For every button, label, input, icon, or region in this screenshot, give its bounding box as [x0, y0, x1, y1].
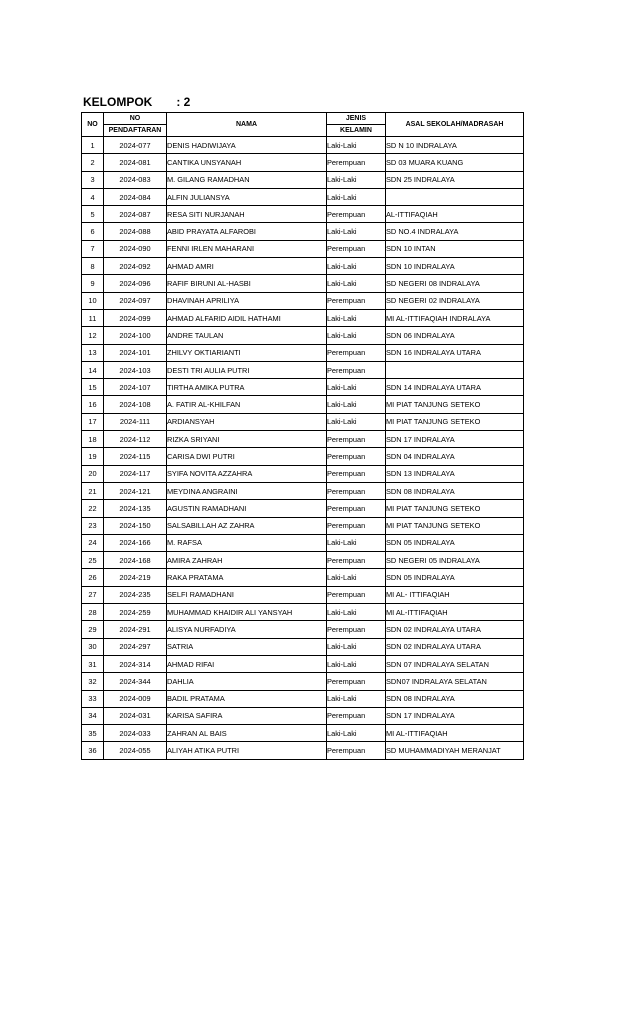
cell-registration-number: 2024-103	[104, 361, 167, 378]
cell-school: MI AL-ITTIFAQIAH	[386, 604, 524, 621]
cell-gender: Laki-Laki	[327, 413, 386, 430]
cell-no: 6	[82, 223, 104, 240]
cell-registration-number: 2024-081	[104, 154, 167, 171]
cell-gender: Perempuan	[327, 154, 386, 171]
cell-no: 35	[82, 725, 104, 742]
cell-no: 26	[82, 569, 104, 586]
cell-registration-number: 2024-096	[104, 275, 167, 292]
cell-name: ALIYAH ATIKA PUTRI	[167, 742, 327, 759]
cell-name: DAHLIA	[167, 673, 327, 690]
cell-gender: Laki-Laki	[327, 309, 386, 326]
cell-gender: Laki-Laki	[327, 569, 386, 586]
cell-registration-number: 2024-083	[104, 171, 167, 188]
cell-no: 23	[82, 517, 104, 534]
cell-no: 12	[82, 327, 104, 344]
cell-no: 28	[82, 604, 104, 621]
cell-school: SDN 10 INDRALAYA	[386, 258, 524, 275]
table-row	[82, 396, 524, 413]
cell-gender: Perempuan	[327, 482, 386, 499]
cell-gender: Laki-Laki	[327, 275, 386, 292]
cell-no: 7	[82, 240, 104, 257]
cell-registration-number: 2024-297	[104, 638, 167, 655]
cell-name: A. FATIR AL-KHILFAN	[167, 396, 327, 413]
cell-name: RESA SITI NURJANAH	[167, 206, 327, 223]
cell-name: MUHAMMAD KHAIDIR ALI YANSYAH	[167, 604, 327, 621]
table-row	[82, 361, 524, 378]
cell-school: SDN 16 INDRALAYA UTARA	[386, 344, 524, 361]
cell-gender: Perempuan	[327, 586, 386, 603]
cell-name: SATRIA	[167, 638, 327, 655]
group-heading	[83, 95, 190, 109]
cell-gender: Perempuan	[327, 500, 386, 517]
cell-school: SDN 10 INTAN	[386, 240, 524, 257]
table-row	[82, 171, 524, 188]
header-gender-bottom: KELAMIN	[327, 125, 386, 137]
table-row	[82, 379, 524, 396]
cell-name: MEYDINA ANGRAINI	[167, 482, 327, 499]
cell-no: 11	[82, 309, 104, 326]
cell-school: MI PIAT TANJUNG SETEKO	[386, 396, 524, 413]
group-label: KELOMPOK	[83, 95, 153, 109]
table-row	[82, 327, 524, 344]
cell-name: KARISA SAFIRA	[167, 707, 327, 724]
table-row	[82, 223, 524, 240]
cell-registration-number: 2024-009	[104, 690, 167, 707]
cell-no: 29	[82, 621, 104, 638]
cell-gender: Perempuan	[327, 344, 386, 361]
cell-no: 9	[82, 275, 104, 292]
cell-gender: Perempuan	[327, 361, 386, 378]
cell-name: DESTI TRI AULIA PUTRI	[167, 361, 327, 378]
cell-school: SDN 25 INDRALAYA	[386, 171, 524, 188]
table-row	[82, 137, 524, 154]
header-reg-bottom: PENDAFTARAN	[104, 125, 167, 137]
cell-no: 14	[82, 361, 104, 378]
cell-school: SD NO.4 INDRALAYA	[386, 223, 524, 240]
cell-registration-number: 2024-150	[104, 517, 167, 534]
cell-name: SELFI RAMADHANI	[167, 586, 327, 603]
table-row	[82, 188, 524, 205]
cell-registration-number: 2024-099	[104, 309, 167, 326]
cell-school: SDN 07 INDRALAYA SELATAN	[386, 655, 524, 672]
cell-school: SDN 05 INDRALAYA	[386, 534, 524, 551]
cell-gender: Laki-Laki	[327, 655, 386, 672]
table-row	[82, 482, 524, 499]
cell-registration-number: 2024-111	[104, 413, 167, 430]
cell-registration-number: 2024-219	[104, 569, 167, 586]
cell-school: SD NEGERI 05 INDRALAYA	[386, 552, 524, 569]
table-row	[82, 655, 524, 672]
cell-gender: Perempuan	[327, 673, 386, 690]
cell-gender: Laki-Laki	[327, 223, 386, 240]
cell-no: 22	[82, 500, 104, 517]
cell-school: MI PIAT TANJUNG SETEKO	[386, 500, 524, 517]
cell-no: 3	[82, 171, 104, 188]
cell-gender: Perempuan	[327, 240, 386, 257]
header-school: ASAL SEKOLAH/MADRASAH	[386, 113, 524, 137]
cell-school: AL-ITTIFAQIAH	[386, 206, 524, 223]
cell-gender: Laki-Laki	[327, 638, 386, 655]
cell-gender: Perempuan	[327, 621, 386, 638]
cell-name: RAKA PRATAMA	[167, 569, 327, 586]
cell-no: 20	[82, 465, 104, 482]
cell-registration-number: 2024-088	[104, 223, 167, 240]
cell-school: SDN 13 INDRALAYA	[386, 465, 524, 482]
cell-no: 8	[82, 258, 104, 275]
cell-gender: Perempuan	[327, 465, 386, 482]
cell-registration-number: 2024-084	[104, 188, 167, 205]
cell-registration-number: 2024-087	[104, 206, 167, 223]
cell-name: BADIL PRATAMA	[167, 690, 327, 707]
cell-registration-number: 2024-117	[104, 465, 167, 482]
cell-school	[386, 361, 524, 378]
cell-gender: Laki-Laki	[327, 258, 386, 275]
cell-name: ALISYA NURFADIYA	[167, 621, 327, 638]
cell-name: RAFIF BIRUNI AL-HASBI	[167, 275, 327, 292]
cell-no: 30	[82, 638, 104, 655]
cell-registration-number: 2024-235	[104, 586, 167, 603]
cell-school: SD N 10 INDRALAYA	[386, 137, 524, 154]
cell-gender: Laki-Laki	[327, 534, 386, 551]
cell-no: 10	[82, 292, 104, 309]
cell-no: 17	[82, 413, 104, 430]
cell-gender: Laki-Laki	[327, 725, 386, 742]
header-reg-top: NO	[104, 113, 167, 125]
cell-registration-number: 2024-121	[104, 482, 167, 499]
cell-name: ALFIN JULIANSYA	[167, 188, 327, 205]
cell-school: SDN 02 INDRALAYA UTARA	[386, 621, 524, 638]
table-row	[82, 413, 524, 430]
cell-gender: Perempuan	[327, 742, 386, 759]
cell-school: SDN 06 INDRALAYA	[386, 327, 524, 344]
cell-registration-number: 2024-033	[104, 725, 167, 742]
cell-no: 31	[82, 655, 104, 672]
table-row	[82, 638, 524, 655]
table-row	[82, 673, 524, 690]
table-row	[82, 240, 524, 257]
table-row	[82, 448, 524, 465]
cell-gender: Laki-Laki	[327, 396, 386, 413]
header-no: NO	[82, 113, 104, 137]
table-row	[82, 517, 524, 534]
table-row	[82, 725, 524, 742]
cell-gender: Perempuan	[327, 431, 386, 448]
cell-no: 34	[82, 707, 104, 724]
cell-name: AMIRA ZAHRAH	[167, 552, 327, 569]
cell-registration-number: 2024-108	[104, 396, 167, 413]
cell-no: 32	[82, 673, 104, 690]
cell-name: DENIS HADIWIJAYA	[167, 137, 327, 154]
cell-school: MI AL-ITTIFAQIAH INDRALAYA	[386, 309, 524, 326]
table-body	[82, 137, 524, 760]
table-row	[82, 465, 524, 482]
student-roster-table	[81, 112, 524, 760]
cell-no: 21	[82, 482, 104, 499]
cell-name: M. GILANG RAMADHAN	[167, 171, 327, 188]
cell-name: AHMAD ALFARID AIDIL HATHAMI	[167, 309, 327, 326]
cell-no: 27	[82, 586, 104, 603]
cell-name: RIZKA SRIYANI	[167, 431, 327, 448]
table-row	[82, 534, 524, 551]
cell-gender: Laki-Laki	[327, 137, 386, 154]
header-gender-top: JENIS	[327, 113, 386, 125]
cell-school: SDN 08 INDRALAYA	[386, 690, 524, 707]
cell-gender: Perempuan	[327, 517, 386, 534]
cell-no: 24	[82, 534, 104, 551]
cell-no: 2	[82, 154, 104, 171]
table-row	[82, 500, 524, 517]
cell-no: 15	[82, 379, 104, 396]
cell-name: DHAVINAH APRILIYA	[167, 292, 327, 309]
cell-registration-number: 2024-107	[104, 379, 167, 396]
table-row	[82, 206, 524, 223]
table-row	[82, 690, 524, 707]
cell-no: 25	[82, 552, 104, 569]
cell-school: SDN 17 INDRALAYA	[386, 707, 524, 724]
table-row	[82, 569, 524, 586]
table-row	[82, 742, 524, 759]
table-row	[82, 275, 524, 292]
cell-registration-number: 2024-090	[104, 240, 167, 257]
cell-school: MI PIAT TANJUNG SETEKO	[386, 517, 524, 534]
table-row	[82, 552, 524, 569]
cell-school: SDN 04 INDRALAYA	[386, 448, 524, 465]
cell-school: SDN07 INDRALAYA SELATAN	[386, 673, 524, 690]
cell-name: ZAHRAN AL BAIS	[167, 725, 327, 742]
cell-school: SD NEGERI 02 INDRALAYA	[386, 292, 524, 309]
cell-gender: Laki-Laki	[327, 327, 386, 344]
cell-name: AHMAD RIFAI	[167, 655, 327, 672]
cell-registration-number: 2024-112	[104, 431, 167, 448]
cell-gender: Perempuan	[327, 206, 386, 223]
cell-registration-number: 2024-092	[104, 258, 167, 275]
cell-name: CANTIKA UNSYANAH	[167, 154, 327, 171]
table-header	[82, 113, 524, 137]
cell-name: AHMAD AMRI	[167, 258, 327, 275]
header-name: NAMA	[167, 113, 327, 137]
cell-registration-number: 2024-100	[104, 327, 167, 344]
cell-registration-number: 2024-314	[104, 655, 167, 672]
cell-school: SD MUHAMMADIYAH MERANJAT	[386, 742, 524, 759]
cell-name: ZHILVY OKTIARIANTI	[167, 344, 327, 361]
table-row	[82, 707, 524, 724]
cell-name: FENNI IRLEN MAHARANI	[167, 240, 327, 257]
cell-registration-number: 2024-135	[104, 500, 167, 517]
cell-no: 33	[82, 690, 104, 707]
group-number: : 2	[176, 95, 191, 109]
cell-gender: Laki-Laki	[327, 604, 386, 621]
cell-no: 5	[82, 206, 104, 223]
table-row	[82, 309, 524, 326]
cell-school: SDN 08 INDRALAYA	[386, 482, 524, 499]
cell-gender: Laki-Laki	[327, 171, 386, 188]
cell-registration-number: 2024-168	[104, 552, 167, 569]
cell-registration-number: 2024-031	[104, 707, 167, 724]
cell-registration-number: 2024-101	[104, 344, 167, 361]
cell-name: SALSABILLAH AZ ZAHRA	[167, 517, 327, 534]
cell-name: TIRTHA AMIKA PUTRA	[167, 379, 327, 396]
cell-school: SDN 02 INDRALAYA UTARA	[386, 638, 524, 655]
cell-school: SD 03 MUARA KUANG	[386, 154, 524, 171]
cell-registration-number: 2024-077	[104, 137, 167, 154]
cell-school: SDN 05 INDRALAYA	[386, 569, 524, 586]
cell-school: MI AL- ITTIFAQIAH	[386, 586, 524, 603]
table-row	[82, 258, 524, 275]
cell-name: ABID PRAYATA ALFAROBI	[167, 223, 327, 240]
cell-registration-number: 2024-344	[104, 673, 167, 690]
cell-name: ANDRE TAULAN	[167, 327, 327, 344]
cell-gender: Perempuan	[327, 292, 386, 309]
cell-gender: Perempuan	[327, 448, 386, 465]
cell-no: 36	[82, 742, 104, 759]
cell-no: 1	[82, 137, 104, 154]
cell-registration-number: 2024-055	[104, 742, 167, 759]
cell-name: ARDIANSYAH	[167, 413, 327, 430]
table-row	[82, 604, 524, 621]
table-row	[82, 344, 524, 361]
cell-gender: Laki-Laki	[327, 379, 386, 396]
table-row	[82, 431, 524, 448]
cell-no: 19	[82, 448, 104, 465]
table-row	[82, 292, 524, 309]
table-row	[82, 586, 524, 603]
cell-gender: Perempuan	[327, 707, 386, 724]
cell-no: 18	[82, 431, 104, 448]
cell-registration-number: 2024-097	[104, 292, 167, 309]
cell-name: CARISA DWI PUTRI	[167, 448, 327, 465]
cell-name: SYIFA NOVITA AZZAHRA	[167, 465, 327, 482]
cell-registration-number: 2024-291	[104, 621, 167, 638]
cell-gender: Laki-Laki	[327, 188, 386, 205]
cell-gender: Laki-Laki	[327, 690, 386, 707]
cell-school: SDN 17 INDRALAYA	[386, 431, 524, 448]
cell-school: MI PIAT TANJUNG SETEKO	[386, 413, 524, 430]
cell-no: 13	[82, 344, 104, 361]
table-row	[82, 154, 524, 171]
cell-name: M. RAFSA	[167, 534, 327, 551]
cell-no: 4	[82, 188, 104, 205]
cell-school	[386, 188, 524, 205]
table-row	[82, 621, 524, 638]
cell-registration-number: 2024-166	[104, 534, 167, 551]
cell-registration-number: 2024-259	[104, 604, 167, 621]
cell-school: SDN 14 INDRALAYA UTARA	[386, 379, 524, 396]
cell-no: 16	[82, 396, 104, 413]
cell-registration-number: 2024-115	[104, 448, 167, 465]
cell-school: MI AL-ITTIFAQIAH	[386, 725, 524, 742]
cell-school: SD NEGERI 08 INDRALAYA	[386, 275, 524, 292]
cell-gender: Perempuan	[327, 552, 386, 569]
cell-name: AGUSTIN RAMADHANI	[167, 500, 327, 517]
